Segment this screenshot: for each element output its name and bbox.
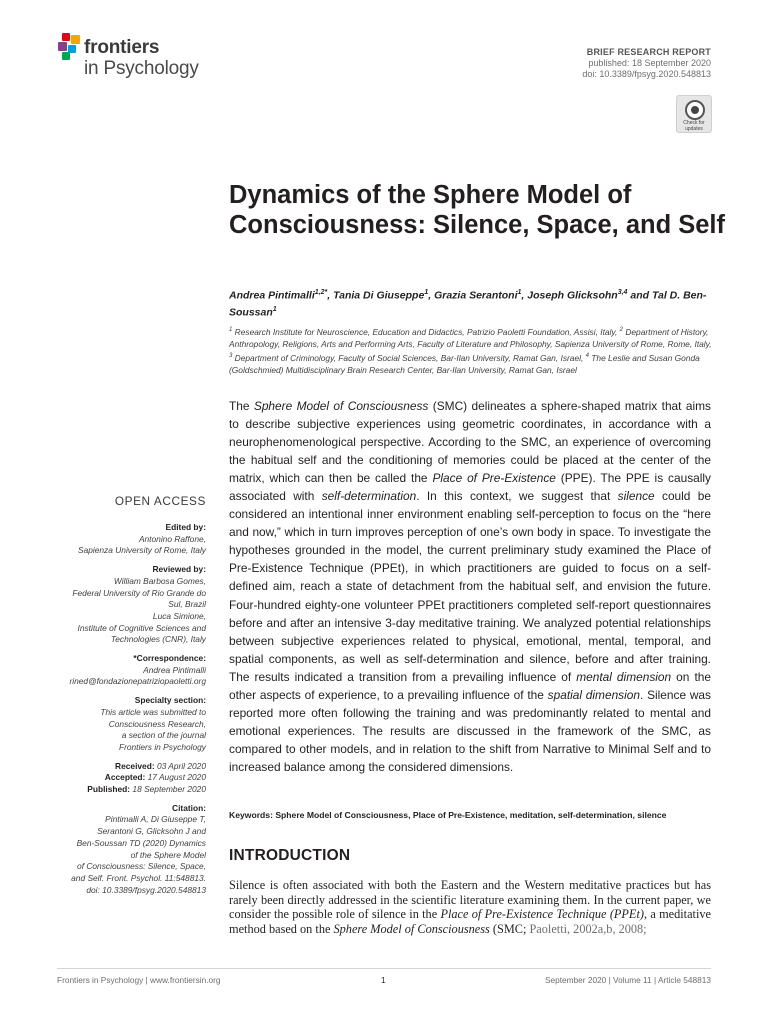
sidebar-block [60,564,206,646]
affiliations [229,324,714,377]
footer-divider [57,968,711,969]
date-label: Received: [115,760,157,771]
abstract [229,397,711,776]
sidebar-block-line: William Barbosa Gomes, [113,575,206,586]
author-name: Tal D. Ben-Soussan [229,289,707,318]
logo-square-red [62,33,70,41]
citation-line: Ben-Soussan TD (2020) Dynamics [76,837,206,848]
abstract-text-run: (SMC) delineates a sphere-shaped matrix that aims to describe subjective experiences using geometric coordinates, in accordance with a neurophenomenological perspective. According to the SMC, an experience of overcoming the habitual self and the conditioning of memories could be placed at the center of the matrix, which can then be called the [229,399,711,486]
journal-name-bold: frontiers [84,37,160,58]
author-list: Andrea Pintimalli$^{1,2*}$, Tania Di Giuseppe$^1$, Grazia Serantoni$^1$, Joseph Glicksohn$^{3,4}$ and Tal D. Ben-Soussan$^1$ [229,289,707,318]
affiliation-text: Research Institute for Neuroscience, Education and Didactics, Patrizio Paoletti Foundation, Assisi, Italy, [232,326,620,337]
citation-line: of Consciousness: Silence, Space, [77,861,206,872]
intro-text-run: , a meditative method based on the [229,907,711,936]
logo-square-blue [68,45,76,53]
abstract-text [229,397,711,776]
author-affiliation-mark: 1,2* [314,289,328,296]
footer-issue-info: September 2020 | Volume 11 | Article 548813 [544,975,711,985]
check-for-updates-button[interactable] [676,95,712,133]
author-name: Tania Di Giuseppe [333,289,425,302]
author-affiliation-mark: 1 [272,305,277,313]
sidebar-citation [60,803,206,897]
sidebar-block-line: Technologies (CNR), Italy [110,634,206,645]
logo-square-purple [58,42,67,51]
sidebar-block-line: Andrea Pintimalli [143,664,206,675]
citation-line: and Self. Front. Psychol. 11:548813. [71,872,206,883]
abstract-text-run: could be considered an intentional inner environment enabling self-perception to focus on the “here and now,” which in turn improves perception of one’s own body in space. To investigate the hypotheses grounded in the model, the current preliminary study examined the Place of Pre-Existence Technique (PPEt), in which practitioners are guided to focus on a self-defined aim, reach a state of detachment from the habitual self, and envision the future. Four-hundred eighty-one volunteer PPEt practitioners completed self-report questionnaires before and after an intensive 3-day meditative training. We analyzed potential relationships between subjective experiences related to physical, emotional, mental, temporal, and spatial components, as well as self-determination and silence, before and after training. The results indicated a transition from a prevailing influence of [229,489,711,684]
abstract-text-run: The [229,399,254,413]
date-label: Accepted: [104,772,148,783]
abstract-text-run: . Silence was reported more often following the training and was predominantly related to mental and emotional experiences. The results are discussed in the framework of the SMC, as compared to other models, and in relation to the shift from Narrative to Minimal Self and to increased balance among the considered dimensions. [229,687,711,774]
intro-italic-run: Sphere Model of Consciousness [333,921,490,936]
citation-line: Pintimalli A, Di Giuseppe T, [105,814,206,825]
sidebar-block [60,653,206,688]
journal-logo [58,33,208,81]
sidebar-block [60,522,206,557]
affiliation-number: 2 [619,327,623,333]
sidebar-block [60,695,206,754]
affiliation-text: Department of Criminology, Faculty of Social Sciences, Bar-Ilan University, Ramat Gan, Israel, [232,353,586,364]
abstract-italic-run: Place of Pre-Existence [432,471,556,486]
citation-line: of the Sphere Model [130,849,206,860]
section-heading-introduction: INTRODUCTION [229,847,351,864]
sidebar-block-label: Edited by: [165,522,206,532]
citation-line: Serantoni G, Glicksohn J and [97,826,206,837]
journal-name-regular: in Psychology [84,58,199,79]
intro-citation-link[interactable]: Paoletti, 2002a,b, 2008; [529,921,647,936]
sidebar-date-row [60,784,206,796]
footer-journal-link[interactable]: Frontiers in Psychology | www.frontiersin.org [57,975,221,985]
abstract-italic-run: mental dimension [576,669,672,684]
introduction-paragraph [229,878,711,936]
frontiers-logo-icon [58,33,82,61]
sidebar-date-row [60,761,206,773]
date-value: 17 August 2020 [147,772,206,783]
logo-square-green [62,52,70,60]
author-name: Andrea Pintimalli [229,289,315,302]
date-label: Published: [87,784,133,795]
sidebar-block-line: Sapienza University of Rome, Italy [77,545,206,556]
open-access-label: OPEN ACCESS [114,494,206,508]
abstract-italic-run: spatial dimension [547,687,640,702]
affiliation-text: The Leslie and Susan Gonda (Goldschmied) Multidisciplinary Brain Research Center, Bar-Ilan University, Ramat Gan, Israel [229,353,700,376]
abstract-italic-run: silence [617,489,655,504]
citation-line: doi: 10.3389/fpsyg.2020.548813 [86,884,206,895]
keywords: Keywords: Sphere Model of Consciousness, Place of Pre-Existence, meditation, self-determination, silence [229,810,667,820]
sidebar-block-line: Consciousness Research, [108,718,206,729]
published-date: published: 18 September 2020 [588,58,711,68]
sidebar-block-line: Luca Simione, [152,610,206,621]
sidebar-block-label: Specialty section: [134,695,206,706]
author-name: Joseph Glicksohn [527,289,618,302]
page-number: 1 [381,975,386,985]
check-for-updates-icon [685,100,705,120]
abstract-text-run: (PPE). The PPE is causally associated with [229,471,711,504]
sidebar-date-row [60,772,206,784]
author-affiliation-mark: 3,4 [617,289,628,296]
affiliation-number: 1 [229,327,233,333]
affiliation-text: Department of History, Anthropology, Religions, Arts and Performing Arts, Faculty of Literature and Philosophy, Sapienza University of Rome, Rome, Italy, [229,326,712,350]
abstract-italic-run: self-determination [321,489,417,504]
citation-label: Citation: [172,802,206,813]
sidebar-block-line: Federal University of Rio Grande do [72,587,206,598]
author-name: Grazia Serantoni [434,289,518,302]
abstract-italic-run: Sphere Model of Consciousness [253,399,429,413]
sidebar-block-line: This article was submitted to [100,706,206,717]
intro-text-run: Silence is often associated with both the Eastern and the Western meditative practices but has rarely been directly addressed in the scientific literature examining them. In the current paper, we consider the possible role of silence in the [229,878,711,922]
sidebar-block-line: Sul, Brazil [168,599,206,610]
article-type: BRIEF RESEARCH REPORT [586,47,711,57]
sidebar-block-line: Frontiers in Psychology [118,741,206,752]
affiliation-number: 4 [585,353,589,360]
sidebar-block-label: *Correspondence: [133,653,206,664]
introduction-body [229,878,711,936]
sidebar-block-line: a section of the journal [121,730,206,741]
affiliation-number: 3 [229,353,233,360]
sidebar-dates [60,761,206,796]
logo-square-orange [71,35,80,44]
author-affiliation-mark: 1 [517,289,522,296]
intro-text-run: (SMC; [489,921,530,936]
abstract-text-run: . In this context, we suggest that [416,489,618,504]
sidebar-block-line: Antonino Raffone, [138,533,206,544]
intro-italic-run: Place of Pre-Existence Technique (PPEt) [440,907,644,922]
date-value: 03 April 2020 [156,760,206,771]
sidebar-block-line: Institute of Cognitive Sciences and [77,622,206,633]
date-value: 18 September 2020 [132,784,206,795]
article-info-sidebar [60,522,206,903]
article-header-meta [582,47,711,80]
article-title: Dynamics of the Sphere Model of Consciousness: Silence, Space, and Self [229,181,726,239]
article-doi[interactable]: doi: 10.3389/fpsyg.2020.548813 [582,69,711,79]
abstract-text-run: on the other aspects of experience, to a prevailing influence of the [229,669,711,702]
sidebar-block-label: Reviewed by: [152,564,206,575]
author-affiliation-mark: 1 [424,289,429,296]
sidebar-block-line: rined@fondazionepatriziopaoletti.org [69,676,206,687]
check-for-updates-label: Check for updates [683,120,705,132]
